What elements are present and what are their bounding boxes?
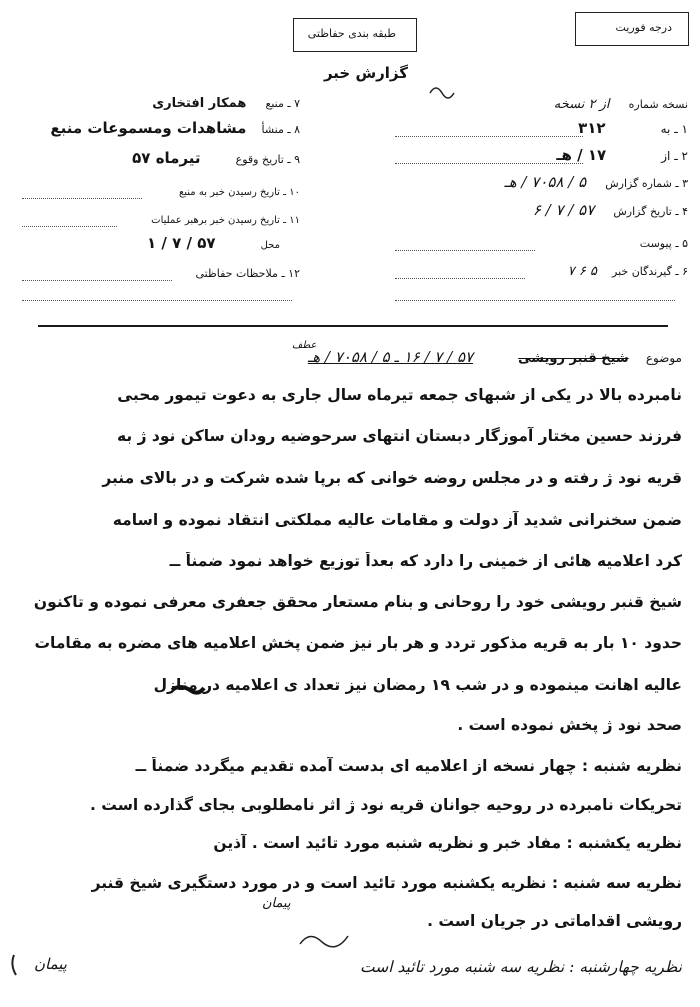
field-value: همکار افتخاری [152,96,247,111]
field-label: ۳ ـ شماره گزارش [605,177,688,190]
field-label: ۴ ـ تاریخ گزارش [613,205,688,218]
form-title: گزارش خبر [323,64,408,82]
note-line: نظریه شنبه : چهار نسخه از اعلامیه ای بدست آمده تقدیم میگردد ضمناً ــ [135,757,682,775]
note-line: تحریکات نامبرده در روحیه جوانان قریه نود ژ اثر نامطلوبی بجای گذارده است . [90,796,682,814]
field-label: ۸ ـ منشأ [261,123,300,136]
field-label: ۷ ـ منبع [265,97,300,110]
field-label: ۶ ـ گیرندگان خبر [612,265,688,278]
subject-value: شیخ قنبر رویشی [518,351,629,366]
field-label: ۵ ـ پیوست [639,237,688,250]
field-value: ۵۷ / ۷ / ۶ [532,201,595,219]
body-line: کرد اعلامیه هائی از خمینی را دارد که بعداً توزیع خواهد نمود ضمناً ــ [169,552,682,570]
field-label: ۹ ـ تاریخ وقوع [235,153,300,166]
body-line: قریه نود ژ رفته و در مجلس روضه خوانی که برپا شده شرکت و در بالای منبر [102,469,682,487]
field-value: مشاهدات ومسموعات منبع [50,119,247,137]
note-line: رویشی اقداماتی در جریان است . [427,912,682,930]
handwritten-signature-final: پیمان [34,955,67,973]
field-label: ۱۲ ـ ملاحظات حفاظتی [195,267,300,280]
body-line: عالیه اهانت مینموده و در شب ۱۹ رمضان نیز تعداد ی اعلامیه در منازل [153,676,682,694]
body-line: نامبرده بالا در یکی از شبهای جمعه تیرماه سال جاری به دعوت تیمور محبی [117,386,682,404]
field-label: محل [260,240,280,251]
subject-handwritten-note: عطف [292,340,317,351]
field-label: ۱۱ ـ تاریخ رسیدن خبر برهبر عملیات [151,215,300,226]
field-label: ۱ ـ به [660,122,688,136]
field-value: ۵۷ / ۷ / ۱ [147,234,216,252]
priority-label: درجه فوریت [615,21,672,34]
note-line: نظریه سه شنبه : نظریه یکشنبه مورد تائید است و در مورد دستگیری شیخ قنبر [91,874,682,892]
handwritten-signature: پیمان [262,896,291,911]
body-line: فرزند حسین مختار آموزگار دبستان انتهای سرحوضیه رودان ساکن نود ژ به [116,427,682,445]
field-value: ۳۱۲ [578,119,606,137]
note-line: نظریه یکشنبه : مفاد خبر و نظریه شنبه مورد تائید است . آذین [213,834,682,852]
field-value: ۵ / ۷۰۵۸ / هـ [504,173,587,191]
field-value: تیرماه ۵۷ [132,149,201,167]
field-label: ۲ ـ از [661,149,688,163]
field-label: نسخه شماره [628,98,688,111]
note-line: نظریه چهارشنبه : نظریه سه شنبه مورد تائید است [360,958,682,976]
body-line: شیخ قنبر رویشی خود را روحانی و بنام مستعار محقق جعفری معرفی نموده و تاکنون [33,593,682,611]
field-value: ۱۷ / هـ [556,146,607,164]
field-value: ۵ ۶ ۷ [567,264,597,279]
classification-label: طبقه بندی حفاظتی [307,27,396,40]
field-label: ۱۰ ـ تاریخ رسیدن خبر به منبع [178,187,300,198]
field-value: از ۲ نسخه [553,97,610,112]
subject-label: موضوع [645,351,682,365]
body-line: صحد نود ژ پخش نموده است . [457,716,682,734]
subject-reference: ۵۷ / ۷ / ۱۶ ـ ۵ / ۷۰۵۸ / هـ [307,348,474,366]
body-line: حدود ۱۰ بار به قریه مذکور تردد و هر بار نیز ضمن پخش اعلامیه های مضره به مقامات [34,634,682,652]
body-line: ضمن سخنرانی شدید آز دولت و مقامات عالیه مملکتی انتقاد نموده و اسامه [112,511,682,529]
